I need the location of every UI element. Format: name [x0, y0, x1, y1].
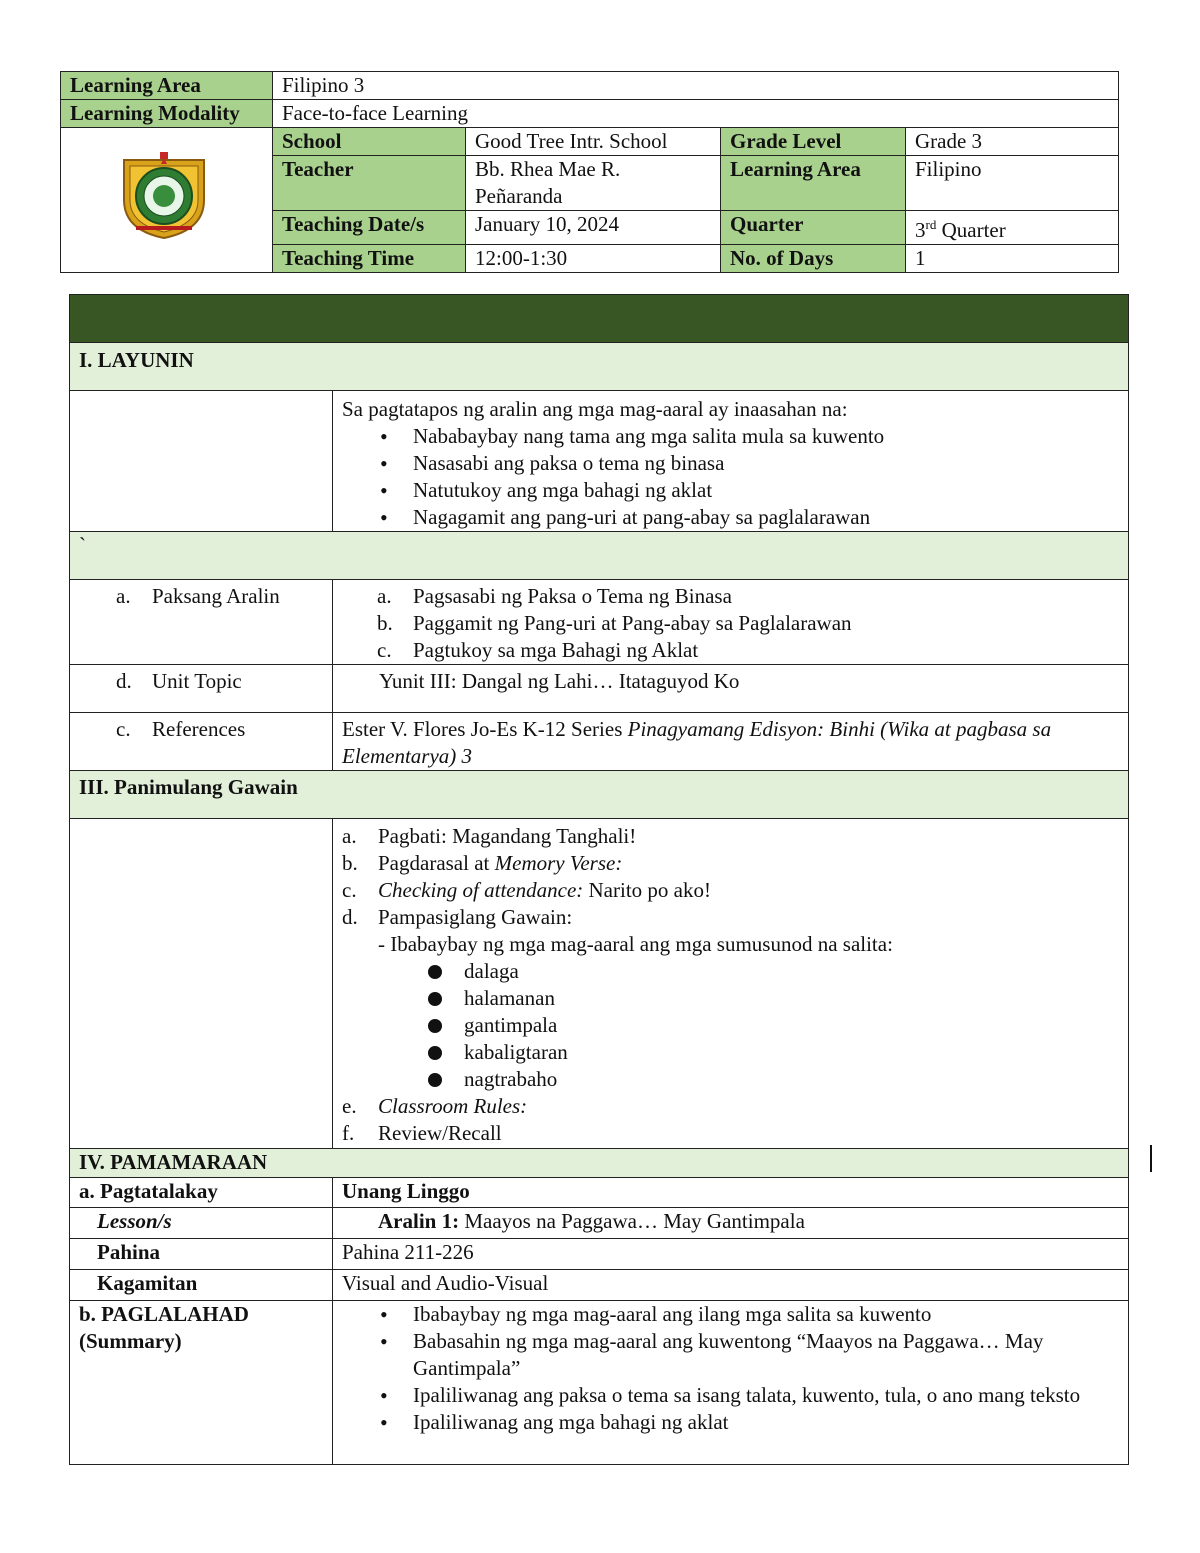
- spelling-words-list: [342, 958, 1119, 1093]
- teaching-time-label: Teaching Time: [273, 245, 466, 273]
- section-heading-blank: `: [70, 532, 1129, 580]
- paksa-content: [333, 580, 1129, 665]
- panimula-heading: III. Panimulang Gawain: [70, 771, 1129, 819]
- list-item: • Babasahin ng mga mag-aaral ang kuwentong “Maayos na Paggawa… May Gantimpala”: [342, 1328, 1119, 1382]
- grade-level-value: Grade 3: [906, 128, 1119, 156]
- unit-topic-label: Unit Topic: [152, 669, 242, 693]
- lesson-label: Lesson/s: [70, 1208, 333, 1239]
- list-item: • Ibabaybay ng mga mag-aaral ang ilang mga salita sa kuwento: [342, 1301, 1119, 1328]
- list-item: c. Checking of attendance: Narito po ako!: [342, 878, 711, 902]
- references-value: Ester V. Flores Jo-Es K-12 Series Pinagyamang Edisyon: Binhi (Wika at pagbasa sa Elementarya) 3: [333, 713, 1129, 771]
- days-value: 1: [906, 245, 1119, 273]
- learning-area-2-label: Learning Area: [721, 156, 906, 211]
- pagtatalakay-value: Unang Linggo: [333, 1178, 1129, 1208]
- learning-area-label: Learning Area: [61, 72, 273, 100]
- list-item: c. Pagtukoy sa mga Bahagi ng Aklat: [377, 638, 699, 662]
- unit-topic-value: Yunit III: Dangal ng Lahi… Itataguyod Ko: [333, 665, 1129, 713]
- references-label: References: [152, 717, 246, 741]
- learning-area-value: Filipino 3: [273, 72, 1119, 100]
- teaching-time-value: 12:00-1:30: [466, 245, 721, 273]
- panimula-left-cell: [70, 819, 333, 1149]
- learning-modality-value: Face-to-face Learning: [273, 100, 1119, 128]
- list-item: f. Review/Recall: [342, 1121, 502, 1145]
- lesson-plan-table: [69, 294, 1129, 1465]
- teacher-label: Teacher: [273, 156, 466, 211]
- summary-label: (Summary): [79, 1329, 182, 1353]
- list-item: b. Pagdarasal at Memory Verse:: [342, 851, 623, 875]
- panimula-content: [333, 819, 1129, 1149]
- layunin-left-cell: [70, 391, 333, 532]
- kagamitan-value: Visual and Audio-Visual: [333, 1270, 1129, 1301]
- layunin-heading: I. LAYUNIN: [70, 343, 1129, 391]
- list-item: halamanan: [342, 985, 1119, 1012]
- grade-level-label: Grade Level: [721, 128, 906, 156]
- list-item: • Ipaliliwanag ang mga bahagi ng aklat: [342, 1409, 1119, 1436]
- list-item: • Nababaybay nang tama ang mga salita mula sa kuwento: [342, 423, 1119, 450]
- teaching-date-label: Teaching Date/s: [273, 211, 466, 245]
- references-label-cell: c. References: [70, 713, 333, 771]
- list-item: e. Classroom Rules:: [342, 1094, 528, 1118]
- spelling-instruction: - Ibabaybay ng mga mag-aaral ang mga sumusunod na salita:: [378, 932, 893, 956]
- list-item: • Nasasabi ang paksa o tema ng binasa: [342, 450, 1119, 477]
- pahina-label: Pahina: [70, 1239, 333, 1270]
- days-label: No. of Days: [721, 245, 906, 273]
- paglalahad-label: b. PAGLALAHAD: [79, 1302, 249, 1326]
- summary-list: [342, 1301, 1119, 1436]
- pahina-value: Pahina 211-226: [333, 1239, 1129, 1270]
- quarter-value: 3rd Quarter: [906, 211, 1119, 245]
- list-item: • Ipaliliwanag ang paksa o tema sa isang talata, kuwento, tula, o ano mang teksto: [342, 1382, 1119, 1409]
- layunin-content: [333, 391, 1129, 532]
- teacher-value: Bb. Rhea Mae R. Peñaranda: [466, 156, 721, 211]
- list-item: kabaligtaran: [342, 1039, 1119, 1066]
- unit-topic-label-cell: d. Unit Topic: [70, 665, 333, 713]
- list-item: b. Paggamit ng Pang-uri at Pang-abay sa Paglalarawan: [377, 611, 852, 635]
- header-table: [60, 71, 1119, 273]
- list-item: nagtrabaho: [342, 1066, 1119, 1093]
- title-bar: [70, 295, 1129, 343]
- learning-modality-label: Learning Modality: [61, 100, 273, 128]
- paksa-label-cell: a. Paksang Aralin: [70, 580, 333, 665]
- pagtatalakay-label: a. Pagtatalakay: [70, 1178, 333, 1208]
- list-item: a. Pagsasabi ng Paksa o Tema ng Binasa: [377, 584, 732, 608]
- layunin-intro: Sa pagtatapos ng aralin ang mga mag-aaral ay inaasahan na:: [342, 397, 848, 421]
- quarter-label: Quarter: [721, 211, 906, 245]
- text-cursor: [1150, 1145, 1152, 1172]
- school-label: School: [273, 128, 466, 156]
- pamamaraan-heading: IV. PAMAMARAAN: [70, 1149, 1129, 1178]
- list-item: • Natutukoy ang mga bahagi ng aklat: [342, 477, 1119, 504]
- list-item: a. Pagbati: Magandang Tanghali!: [342, 824, 637, 848]
- lesson-value: Aralin 1: Maayos na Paggawa… May Gantimpala: [333, 1208, 1129, 1239]
- list-item: • Nagagamit ang pang-uri at pang-abay sa paglalarawan: [342, 504, 1119, 531]
- paksa-label: Paksang Aralin: [152, 584, 280, 608]
- list-item: dalaga: [342, 958, 1119, 985]
- layunin-list: [342, 423, 1119, 531]
- paglalahad-label-cell: [70, 1301, 333, 1465]
- teaching-date-value: January 10, 2024: [466, 211, 721, 245]
- school-seal-logo: [118, 152, 210, 240]
- learning-area-2-value: Filipino: [906, 156, 1119, 211]
- kagamitan-label: Kagamitan: [70, 1270, 333, 1301]
- list-item: d. Pampasiglang Gawain:: [342, 905, 573, 929]
- school-value: Good Tree Intr. School: [466, 128, 721, 156]
- paglalahad-content: [333, 1301, 1129, 1465]
- list-item: gantimpala: [342, 1012, 1119, 1039]
